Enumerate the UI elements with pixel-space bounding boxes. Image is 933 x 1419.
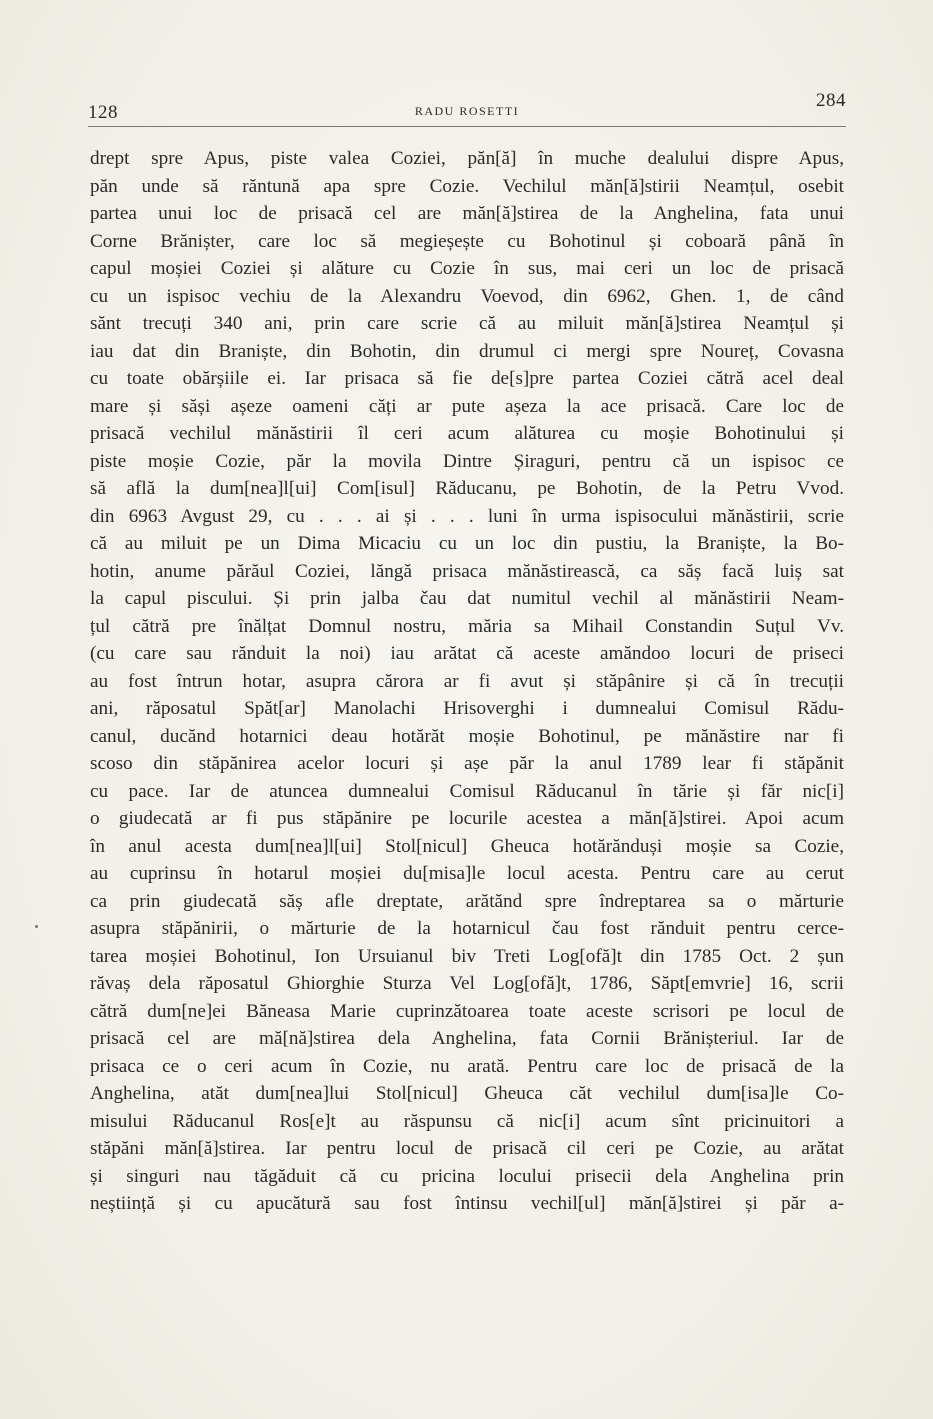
text-line: că au miluit pe un Dima Micaciu cu un loc din pustiu, la Braniște, la Bo-: [90, 533, 844, 554]
text-line: ca prin giudecată săș afle dreptate, arătănd spre îndreptarea sa o mărturie: [90, 890, 844, 912]
text-line: drept spre Apus, piste valea Coziei, păn[ă] în muche dealului dispre Apus,: [90, 148, 844, 169]
text-line: capul moșiei Coziei și alăture cu Cozie în sus, mai ceri un loc de prisacă: [90, 258, 844, 279]
text-line: mare și săși așeze oameni căți ar pute așeza la ace prisacă. Care loc de: [90, 395, 844, 417]
text-line: cu toate obărșiile ei. Iar prisaca să fie de[s]pre partea Coziei cătră acel deal: [90, 368, 844, 389]
text-line: (cu care sau rănduit la noi) iau arătat că aceste amăndoo locuri de priseci: [90, 643, 844, 664]
paper-speck: [35, 925, 38, 928]
text-line: canul, ducănd hotarnici deau hotărăt moșie Bohotinul, pe mănăstire nar fi: [90, 725, 844, 747]
text-line: să află la dum[nea]l[ui] Com[isul] Răducanu, pe Bohotin, de la Petru Vvod.: [90, 478, 844, 499]
text-line: au fost întrun hotar, asupra cărora ar fi avut și stăpânire și că în trecuții: [90, 670, 844, 692]
text-line: în anul acesta dum[nea]l[ui] Stol[nicul] Gheuca hotărănduși moșie sa Cozie,: [90, 835, 844, 857]
text-line: scoso din stăpănirea acelor locuri și așe păr la anul 1789 lear fi stăpănit: [90, 753, 844, 774]
body-text: [90, 145, 844, 1225]
text-line: Corne Brănișter, care loc să megieșește cu Bohotinul și coboară până în: [90, 230, 844, 252]
text-line: sănt trecuți 340 ani, prin care scrie că au miluit măn[ă]stirea Neamțul și: [90, 313, 844, 334]
text-line: asupra stăpănirii, o mărturie de la hotarnicul čau fost rănduit pentru cerce-: [90, 918, 844, 939]
text-line: Anghelina, atăt dum[nea]lui Stol[nicul] Gheuca căt vechilul dum[isa]le Co-: [90, 1083, 844, 1104]
text-line: păn unde să răntună apa spre Cozie. Vechilul măn[ă]stirii Neamțul, osebit: [90, 175, 844, 197]
text-line: tarea moșiei Bohotinul, Ion Ursuianul biv Treti Log[ofă]t din 1785 Oct. 2 șun: [90, 945, 844, 967]
text-line: iau dat din Braniște, din Bohotin, din drumul ci mergi spre Noureț, Covasna: [90, 340, 844, 362]
text-line: la capul piscului. Și prin jalba čau dat numitul vechil al mănăstirii Neam-: [90, 588, 844, 609]
text-line: din 6963 Avgust 29, cu . . . ai și . . . luni în urma ispisocului mănăstirii, scrie: [90, 505, 844, 527]
page-header: [88, 90, 846, 130]
text-line: piste moșie Cozie, păr la movila Dintre Șiraguri, pentru că un ispisoc ce: [90, 450, 844, 472]
text-line: prisaca ce o ceri acum în Cozie, nu arată. Pentru care loc de prisacă de la: [90, 1055, 844, 1077]
text-line: cu pace. Iar de atuncea dumnealui Comisul Răducanul în tărie și făr nic[i]: [90, 780, 844, 802]
text-line: cu un ispisoc vechiu de la Alexandru Voevod, din 6962, Ghen. 1, de când: [90, 285, 844, 307]
text-line: răvaș dela răposatul Ghiorghie Sturza Vel Log[ofă]t, 1786, Săpt[emvrie] 16, scrii: [90, 973, 844, 994]
text-line: și singuri nau tăgăduit că cu pricina locului prisecii dela Anghelina prin: [90, 1165, 844, 1187]
text-line: hotin, anume părăul Coziei, lăngă prisaca mănăstirească, ca săș facă luiș sat: [90, 560, 844, 582]
text-line: o giudecată ar fi pus stăpănire pe locurile acestea a măn[ă]stirei. Apoi acum: [90, 808, 844, 829]
text-line: misului Răducanul Ros[e]t au răspunsu că nic[i] acum sînt pricinuitori a: [90, 1110, 844, 1132]
header-rule: [88, 126, 846, 127]
page-number-right: 284: [816, 90, 846, 111]
text-line: prisacă vechilul mănăstirii îl ceri acum alăturea cu moșie Bohotinului și: [90, 423, 844, 444]
text-line: partea unui loc de prisacă cel are măn[ă]stirea de la Anghelina, fata unui: [90, 203, 844, 224]
text-line: neștiință și cu apucătură sau fost întinsu vechil[ul] măn[ă]stirei și păr a-: [90, 1193, 844, 1214]
text-line: au cuprinsu în hotarul moșiei du[misa]le locul acesta. Pentru care au cerut: [90, 863, 844, 884]
text-line: prisacă cel are mă[nă]stirea dela Anghelina, fata Cornii Brănișteriul. Iar de: [90, 1028, 844, 1049]
text-line: ani, răposatul Spăt[ar] Manolachi Hrisoverghi i dumnealui Comisul Rădu-: [90, 698, 844, 719]
text-line: țul cătră pre înălțat Domnul nostru, măria sa Mihail Constandin Suțul Vv.: [90, 615, 844, 637]
page-number-left: 128: [88, 102, 118, 123]
running-title: RADU ROSETTI: [414, 104, 520, 118]
text-line: stăpăni măn[ă]stirea. Iar pentru locul de prisacă cil ceri pe Cozie, au arătat: [90, 1138, 844, 1159]
text-line: cătră dum[ne]ei Băneasa Marie cuprinzătoarea toate aceste scrisori pe locul de: [90, 1000, 844, 1022]
